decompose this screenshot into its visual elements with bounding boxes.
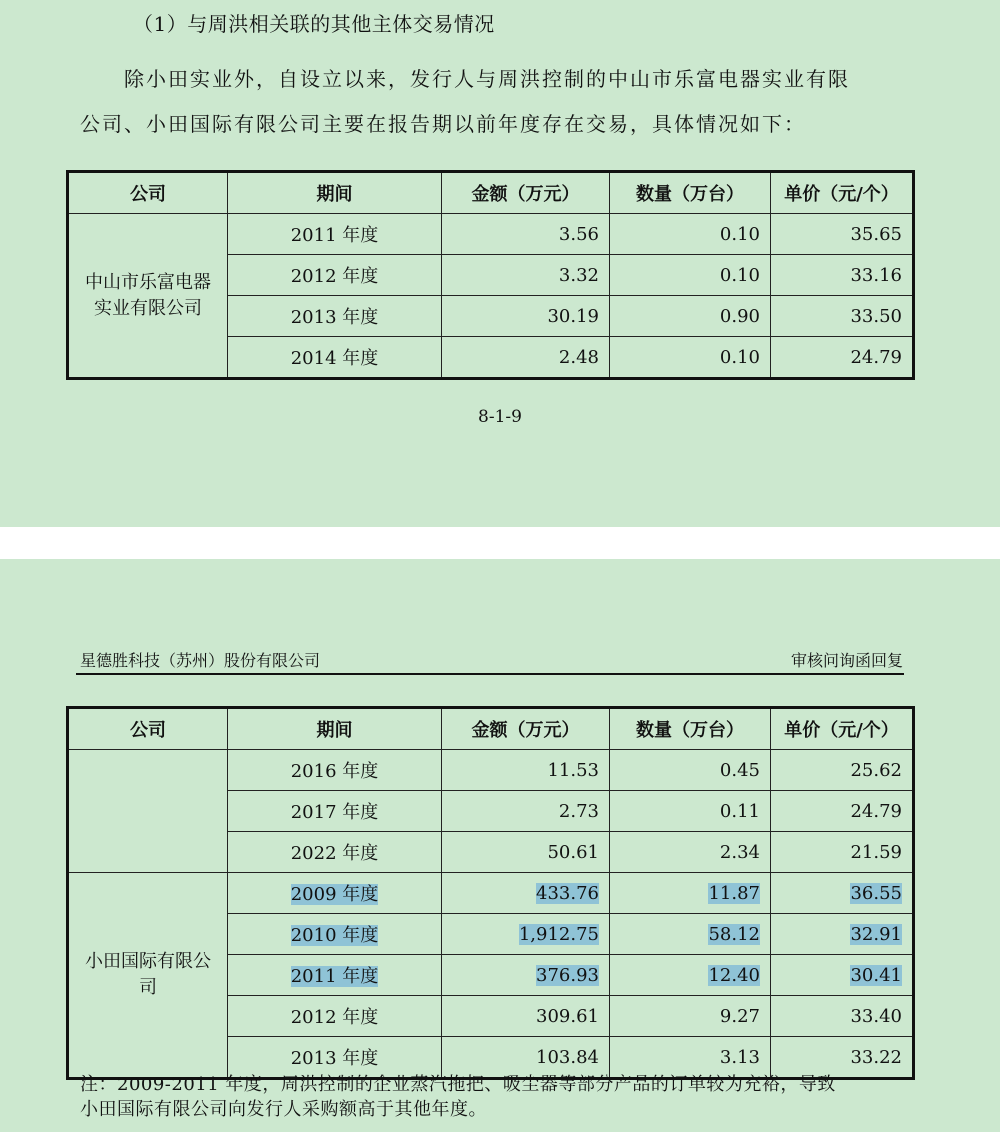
period-cell: 2014 年度 [228,337,442,379]
price-cell [771,914,914,955]
company-cell: 中山市乐富电器实业有限公司 [68,214,228,379]
amount-cell [442,955,610,996]
col-unit-price: 单价（元/个） [771,708,914,750]
period-cell: 2013 年度 [228,296,442,337]
quantity-cell: 2.34 [610,832,771,873]
price-cell [771,873,914,914]
transaction-table-1 [66,170,915,380]
period-cell: 2016 年度 [228,750,442,791]
col-quantity: 数量（万台） [610,708,771,750]
quantity-cell: 0.90 [610,296,771,337]
col-unit-price: 单价（元/个） [771,172,914,214]
highlighted-text: 376.93 [536,964,599,986]
amount-cell: 11.53 [442,750,610,791]
table-row [68,214,914,255]
col-amount: 金额（万元） [442,172,610,214]
price-cell: 24.79 [771,337,914,379]
highlighted-text: 2009 年度 [290,884,379,905]
price-cell: 33.16 [771,255,914,296]
table-row [68,750,914,791]
price-cell: 21.59 [771,832,914,873]
page-separator [0,527,1000,559]
quantity-cell: 9.27 [610,996,771,1037]
header-divider [76,673,904,675]
company-cell-continued [68,750,228,873]
period-cell: 2022 年度 [228,832,442,873]
quantity-cell: 3.13 [610,1037,771,1079]
price-cell: 33.22 [771,1037,914,1079]
amount-cell: 309.61 [442,996,610,1037]
quantity-cell [610,914,771,955]
highlighted-text: 2011 年度 [290,966,379,987]
col-company: 公司 [68,708,228,750]
amount-cell: 2.73 [442,791,610,832]
page-header-title: 审核问询函回复 [790,651,903,670]
quantity-cell: 0.11 [610,791,771,832]
intro-paragraph [80,57,920,147]
quantity-cell: 0.10 [610,337,771,379]
amount-cell [442,873,610,914]
quantity-cell [610,955,771,996]
company-cell: 小田国际有限公司 [68,873,228,1079]
table-row [68,873,914,914]
intro-line-2: 公司、小田国际有限公司主要在报告期以前年度存在交易，具体情况如下： [80,112,806,136]
period-cell: 2012 年度 [228,996,442,1037]
col-company: 公司 [68,172,228,214]
amount-cell: 3.32 [442,255,610,296]
page-number: 8-1-9 [478,407,522,427]
col-period: 期间 [228,708,442,750]
highlighted-text: 36.55 [850,882,902,904]
table-header-row [68,708,914,750]
highlighted-text: 433.76 [536,882,599,904]
amount-cell [442,914,610,955]
quantity-cell: 0.10 [610,255,771,296]
page-header-company: 星德胜科技（苏州）股份有限公司 [80,651,321,670]
footnote-line-1: 注：2009-2011 年度，周洪控制的企业蒸汽拖把、吸尘器等部分产品的订单较为充裕，导致 [80,1074,836,1095]
footnote-line-2: 小田国际有限公司向发行人采购额高于其他年度。 [80,1099,487,1120]
highlighted-text: 2010 年度 [290,925,379,946]
amount-cell: 103.84 [442,1037,610,1079]
price-cell: 35.65 [771,214,914,255]
price-cell: 33.50 [771,296,914,337]
price-cell: 24.79 [771,791,914,832]
amount-cell: 2.48 [442,337,610,379]
section-heading: （1）与周洪相关联的其他主体交易情况 [133,12,495,36]
highlighted-text: 11.87 [708,882,760,904]
highlighted-text: 32.91 [850,923,902,945]
period-cell: 2011 年度 [228,214,442,255]
period-cell: 2012 年度 [228,255,442,296]
period-cell: 2017 年度 [228,791,442,832]
highlighted-text: 1,912.75 [518,923,599,945]
transaction-table-2 [66,706,915,1080]
period-cell [228,873,442,914]
price-cell: 33.40 [771,996,914,1037]
highlighted-text: 58.12 [708,923,760,945]
amount-cell: 30.19 [442,296,610,337]
period-cell [228,914,442,955]
price-cell: 25.62 [771,750,914,791]
period-cell: 2013 年度 [228,1037,442,1079]
price-cell [771,955,914,996]
table-header-row [68,172,914,214]
table-footnote [80,1072,920,1122]
highlighted-text: 30.41 [850,964,902,986]
amount-cell: 3.56 [442,214,610,255]
quantity-cell [610,873,771,914]
quantity-cell: 0.45 [610,750,771,791]
col-quantity: 数量（万台） [610,172,771,214]
period-cell [228,955,442,996]
quantity-cell: 0.10 [610,214,771,255]
intro-line-1: 除小田实业外，自设立以来，发行人与周洪控制的中山市乐富电器实业有限 [124,67,850,91]
amount-cell: 50.61 [442,832,610,873]
col-amount: 金额（万元） [442,708,610,750]
col-period: 期间 [228,172,442,214]
highlighted-text: 12.40 [708,964,760,986]
